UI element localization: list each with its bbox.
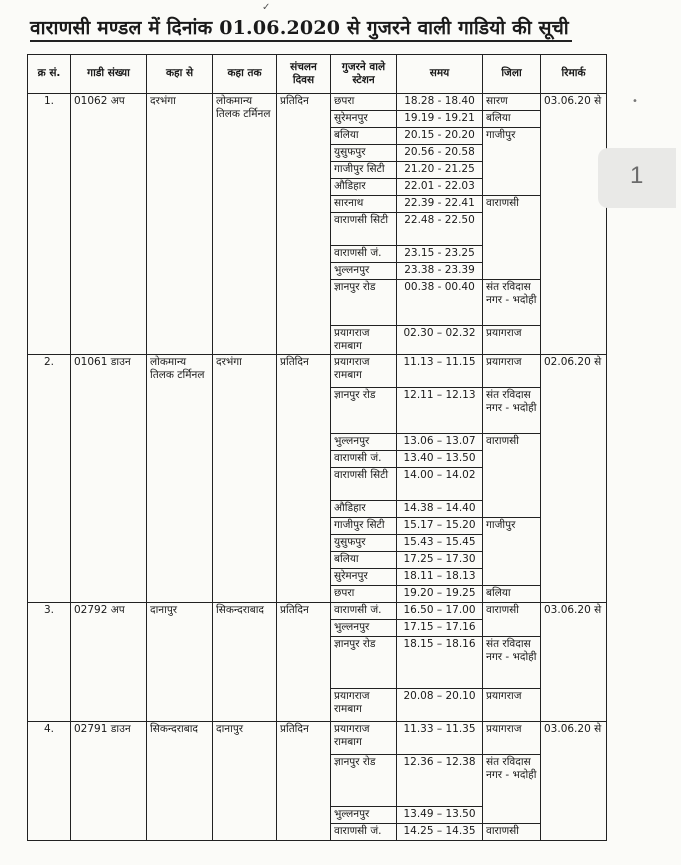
serial-cell: 1. xyxy=(28,94,71,355)
station-cell: सुरेमनपुर xyxy=(331,111,397,128)
remark-cell: 03.06.20 से xyxy=(541,94,607,355)
page-title: वाराणसी मण्डल में दिनांक 01.06.2020 से गुजरने वाली गाडियो की सूची xyxy=(30,17,569,39)
time-cell: 11.33 – 11.35 xyxy=(397,722,483,755)
district-cell: वाराणसी xyxy=(483,603,541,637)
district-cell: संत रविदास नगर - भदोही xyxy=(483,280,541,326)
from-station-cell: दरभंगा xyxy=(147,94,213,355)
time-cell: 02.30 – 02.32 xyxy=(397,326,483,355)
district-cell: गाजीपुर xyxy=(483,518,541,586)
train-number-cell: 02792 अप xyxy=(71,603,147,722)
days-cell: प्रतिदिन xyxy=(277,722,331,841)
to-station-cell: दानापुर xyxy=(213,722,277,841)
time-cell: 20.15 - 20.20 xyxy=(397,128,483,145)
station-cell: वाराणसी सिटी xyxy=(331,468,397,501)
days-cell: प्रतिदिन xyxy=(277,94,331,355)
station-cell: सुरेमनपुर xyxy=(331,569,397,586)
days-cell: प्रतिदिन xyxy=(277,603,331,722)
district-cell: संत रविदास नगर - भदोही xyxy=(483,755,541,824)
station-cell: ज्ञानपुर रोड xyxy=(331,755,397,807)
header-time: समय xyxy=(397,55,483,94)
remark-cell: 02.06.20 से xyxy=(541,355,607,603)
time-cell: 14.38 – 14.40 xyxy=(397,501,483,518)
time-cell: 13.40 – 13.50 xyxy=(397,451,483,468)
serial-cell: 2. xyxy=(28,355,71,603)
header-to: कहा तक xyxy=(213,55,277,94)
days-cell: प्रतिदिन xyxy=(277,355,331,603)
time-cell: 19.20 – 19.25 xyxy=(397,586,483,603)
table-row xyxy=(28,603,607,620)
serial-cell: 3. xyxy=(28,603,71,722)
header-from: कहा से xyxy=(147,55,213,94)
district-cell: बलिया xyxy=(483,586,541,603)
station-cell: प्रयागराज रामबाग xyxy=(331,722,397,755)
station-cell: बलिया xyxy=(331,128,397,145)
district-cell: संत रविदास नगर - भदोही xyxy=(483,388,541,434)
time-cell: 15.17 – 15.20 xyxy=(397,518,483,535)
time-cell: 19.19 - 19.21 xyxy=(397,111,483,128)
station-cell: भुल्लनपुर xyxy=(331,263,397,280)
header-serial: क्र सं. xyxy=(28,55,71,94)
station-cell: ज्ञानपुर रोड xyxy=(331,280,397,326)
station-cell: वाराणसी जं. xyxy=(331,246,397,263)
district-cell: वाराणसी xyxy=(483,196,541,280)
to-station-cell: लोकमान्य तिलक टर्मिनल xyxy=(213,94,277,355)
title-underline xyxy=(30,40,572,42)
station-cell: वाराणसी जं. xyxy=(331,451,397,468)
time-cell: 22.39 - 22.41 xyxy=(397,196,483,213)
header-train-no: गाडी संख्या xyxy=(71,55,147,94)
station-cell: गाजीपुर सिटी xyxy=(331,518,397,535)
from-station-cell: लोकमान्य तिलक टर्मिनल xyxy=(147,355,213,603)
station-cell: औडिहार xyxy=(331,179,397,196)
district-cell: प्रयागराज xyxy=(483,326,541,355)
time-cell: 18.11 – 18.13 xyxy=(397,569,483,586)
table-body xyxy=(28,94,607,841)
station-cell: औडिहार xyxy=(331,501,397,518)
time-cell: 00.38 - 00.40 xyxy=(397,280,483,326)
station-cell: वाराणसी सिटी xyxy=(331,213,397,246)
header-stations: गुजरने वाले स्टेशन xyxy=(331,55,397,94)
serial-cell: 4. xyxy=(28,722,71,841)
station-cell: युसुफपुर xyxy=(331,535,397,552)
district-cell: प्रयागराज xyxy=(483,722,541,755)
train-number-cell: 01061 डाउन xyxy=(71,355,147,603)
station-cell: भुल्लनपुर xyxy=(331,620,397,637)
station-cell: प्रयागराज रामबाग xyxy=(331,326,397,355)
station-cell: ज्ञानपुर रोड xyxy=(331,637,397,689)
station-cell: प्रयागराज रामबाग xyxy=(331,355,397,388)
header-remark: रिमार्क xyxy=(541,55,607,94)
remark-cell: 03.06.20 से xyxy=(541,722,607,841)
time-cell: 13.06 – 13.07 xyxy=(397,434,483,451)
time-cell: 12.36 – 12.38 xyxy=(397,755,483,807)
district-cell: वाराणसी xyxy=(483,824,541,841)
train-schedule-table xyxy=(27,54,607,841)
station-cell: ज्ञानपुर रोड xyxy=(331,388,397,434)
district-cell: प्रयागराज xyxy=(483,689,541,722)
station-cell: भुल्लनपुर xyxy=(331,434,397,451)
page-number: 1 xyxy=(630,162,644,189)
header-days: संचलन दिवस xyxy=(277,55,331,94)
to-station-cell: सिकन्दराबाद xyxy=(213,603,277,722)
table-row xyxy=(28,94,607,111)
time-cell: 12.11 – 12.13 xyxy=(397,388,483,434)
district-cell: वाराणसी xyxy=(483,434,541,518)
remark-cell: 03.06.20 से xyxy=(541,603,607,722)
table-header-row xyxy=(28,55,607,94)
district-cell: संत रविदास नगर - भदोही xyxy=(483,637,541,689)
time-cell: 20.56 - 20.58 xyxy=(397,145,483,162)
station-cell: गाजीपुर सिटी xyxy=(331,162,397,179)
district-cell: गाजीपुर xyxy=(483,128,541,196)
time-cell: 22.48 - 22.50 xyxy=(397,213,483,246)
to-station-cell: दरभंगा xyxy=(213,355,277,603)
station-cell: प्रयागराज रामबाग xyxy=(331,689,397,722)
district-cell: बलिया xyxy=(483,111,541,128)
time-cell: 17.15 – 17.16 xyxy=(397,620,483,637)
station-cell: छपरा xyxy=(331,94,397,111)
scan-mark: ✓ xyxy=(262,2,271,13)
time-cell: 15.43 – 15.45 xyxy=(397,535,483,552)
time-cell: 13.49 – 13.50 xyxy=(397,807,483,824)
station-cell: युसुफपुर xyxy=(331,145,397,162)
station-cell: सारनाथ xyxy=(331,196,397,213)
time-cell: 11.13 – 11.15 xyxy=(397,355,483,388)
from-station-cell: दानापुर xyxy=(147,603,213,722)
header-district: जिला xyxy=(483,55,541,94)
time-cell: 14.25 – 14.35 xyxy=(397,824,483,841)
time-cell: 14.00 – 14.02 xyxy=(397,468,483,501)
station-cell: वाराणसी जं. xyxy=(331,603,397,620)
time-cell: 23.15 - 23.25 xyxy=(397,246,483,263)
table-row xyxy=(28,355,607,388)
station-cell: छपरा xyxy=(331,586,397,603)
margin-mark: • xyxy=(632,96,638,107)
train-number-cell: 02791 डाउन xyxy=(71,722,147,841)
time-cell: 17.25 – 17.30 xyxy=(397,552,483,569)
time-cell: 20.08 – 20.10 xyxy=(397,689,483,722)
station-cell: बलिया xyxy=(331,552,397,569)
time-cell: 23.38 - 23.39 xyxy=(397,263,483,280)
train-number-cell: 01062 अप xyxy=(71,94,147,355)
time-cell: 16.50 – 17.00 xyxy=(397,603,483,620)
time-cell: 18.28 - 18.40 xyxy=(397,94,483,111)
district-cell: प्रयागराज xyxy=(483,355,541,388)
time-cell: 21.20 - 21.25 xyxy=(397,162,483,179)
time-cell: 22.01 - 22.03 xyxy=(397,179,483,196)
station-cell: भुल्लनपुर xyxy=(331,807,397,824)
station-cell: वाराणसी जं. xyxy=(331,824,397,841)
time-cell: 18.15 – 18.16 xyxy=(397,637,483,689)
page-number-badge[interactable] xyxy=(598,148,676,208)
district-cell: सारण xyxy=(483,94,541,111)
from-station-cell: सिकन्दराबाद xyxy=(147,722,213,841)
table-row xyxy=(28,722,607,755)
